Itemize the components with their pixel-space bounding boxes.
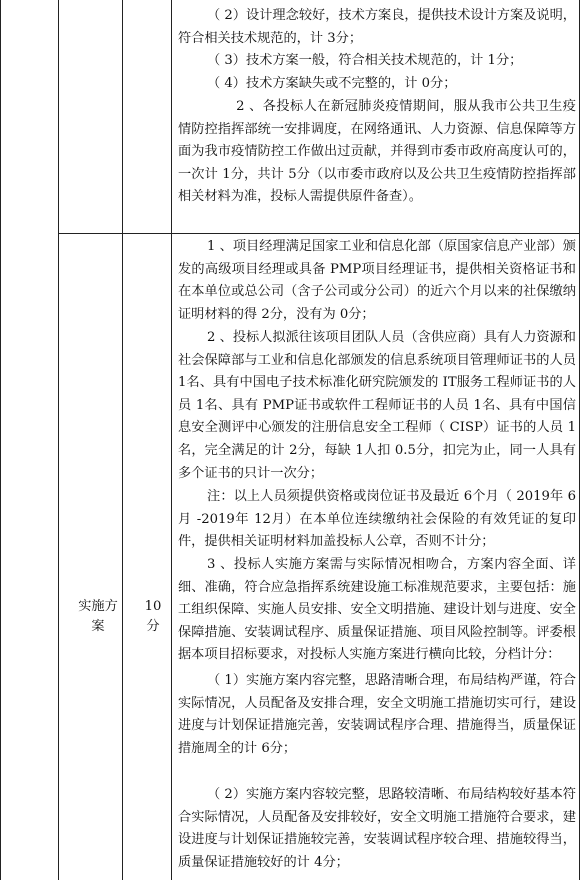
row-separator: [58, 233, 580, 234]
criterion-paragraph: （ 1）实施方案内容完整，思路清晰合理，布局结构严谨，符合实际情况，人员配备及安排合理，安全文明施工措施切实可行，建设进度与计划保证措施完善，安装调试程序合理、措施得当，质量保证措施周全的计 6分；: [178, 673, 576, 756]
criterion-paragraph: 3 、投标人实施方案需与实际情况相吻合，方案内容全面、详细、准确，符合应急指挥系统建设施工标准规范要求，主要包括：施工组织保障、实施人员安排、安全文明措施、建设计划与进度、安全保障措施、安装调试程序、质量保证措施、项目风险控制等。评委根据本项目招标要求，对投标人实施方案进行横向比较，分档计分：: [178, 557, 576, 663]
criterion-paragraph: 2 、各投标人在新冠肺炎疫情期间，服从我市公共卫生疫情防控指挥部统一安排调度，在网络通讯、人力资源、信息保障等方面为我市疫情防控工作做出过贡献，并得到市委市政府高度认可的，一次计 1分，共计 5分（以市委市政府以及公共卫生疫情防控指挥部相关材料为准，投标人需提供原件备查）。: [178, 99, 576, 205]
table-divider-1: [58, 0, 59, 880]
criterion-paragraph: （ 2）实施方案内容较完整，思路较清晰、布局结构较好基本符合实际情况，人员配备及安排较好，安全文明施工措施符合要求，建设进度与计划保证措施较完善，安装调试程序较合理、措施较得当，质量保证措施较好的计 4分；: [178, 787, 576, 870]
criterion-paragraph: （ 2）设计理念较好，技术方案良，提供技术设计方案及说明，符合相关技术规范的，计 3分；: [178, 8, 576, 46]
criterion-paragraph: 2 、投标人拟派往该项目团队人员（含供应商）具有人力资源和社会保障部与工业和信息化部颁发的信息系统项目管理师证书的人员 1名、具有中国电子技术标准化研究院颁发的 IT服务工程师证书的人员 1名、具有 PMP证书或软件工程师证书的人员 1名、具有中国信息安全测评中心颁发的注册信息安全工程师（ CISP）证书的人员 1名，完全满足的计 2分，每缺 1人扣 0.5分，扣完为止，同一人具有多个证书的只计一次分；: [178, 330, 576, 481]
criterion-paragraph: （ 3）技术方案一般，符合相关技术规范的，计 1分；: [207, 53, 523, 68]
table-border-right: [579, 0, 580, 880]
score-cell: [144, 597, 162, 637]
item-score: 10分: [144, 599, 162, 634]
table-divider-2: [122, 0, 123, 880]
table-divider-3: [171, 0, 172, 880]
criterion-paragraph: 注：以上人员须提供资格或岗位证书及最近 6个月（ 2019年 6月 -2019年 12月）在本单位连续缴纳社会保险的有效凭证的复印件，提供相关证明材料加盖投标人公章，否则不计分；: [178, 489, 576, 550]
table-border-left: [0, 0, 1, 880]
item-name: 实施方案: [78, 599, 118, 634]
criterion-paragraph: 1 、项目经理满足国家工业和信息化部（原国家信息产业部）颁发的高级项目经理或具备 PMP项目经理证书，提供相关资格证书和在本单位或总公司（含子公司或分公司）的近六个月以来的社保缴纳证明材料的得 2分，没有为 0分；: [178, 239, 576, 322]
item-name-cell: [78, 597, 118, 637]
criterion-paragraph: （ 4）技术方案缺失或不完整的，计 0分；: [207, 76, 457, 91]
